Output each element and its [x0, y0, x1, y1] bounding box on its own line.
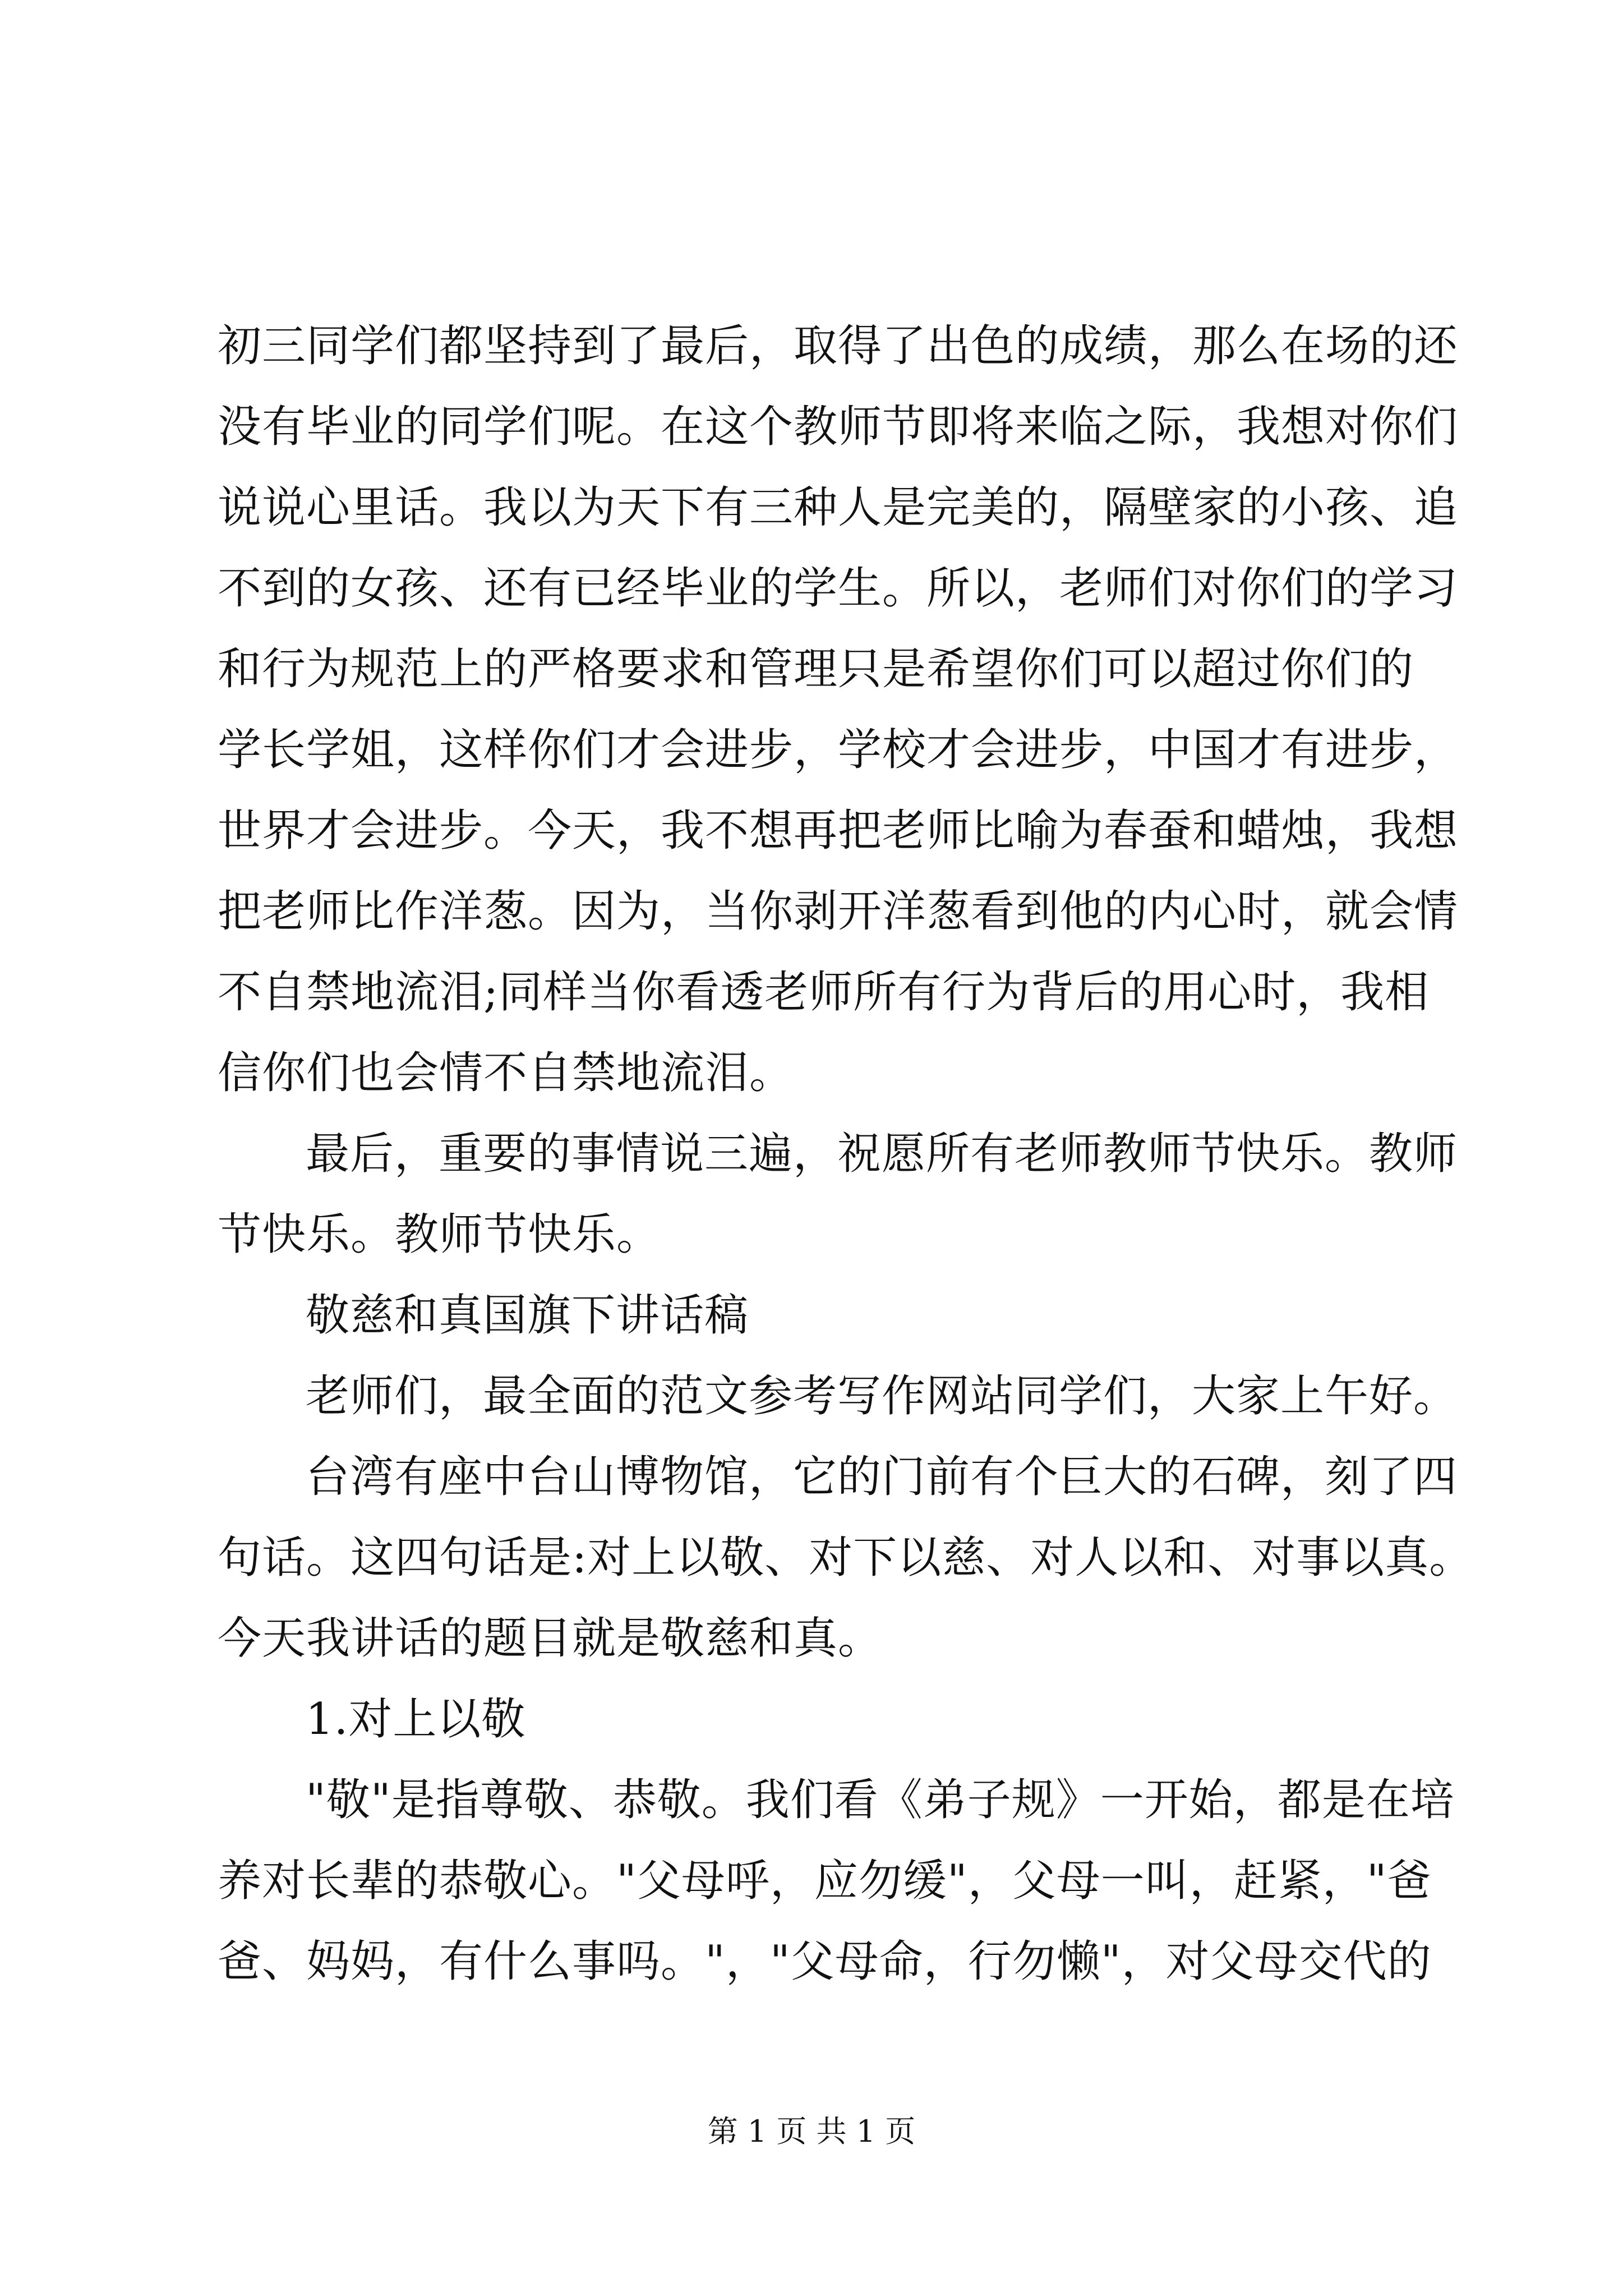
text-line: 不到的女孩、还有已经毕业的学生。所以，老师们对你们的学习: [218, 563, 1459, 614]
text-line: 世界才会进步。今天，我不想再把老师比喻为春蚕和蜡烛，我想: [218, 806, 1459, 856]
document-body: [218, 306, 1474, 2002]
text-line: "敬"是指尊敬、恭敬。我们看《弟子规》一开始，都是在培: [306, 1775, 1455, 1825]
text-line: 节快乐。教师节快乐。: [218, 1209, 661, 1260]
text-line: 没有毕业的同学们呢。在这个教师节即将来临之际，我想对你们: [218, 402, 1459, 452]
text-line: 学长学姐，这样你们才会进步，学校才会进步，中国才有进步，: [218, 725, 1459, 775]
text-line: 初三同学们都坚持到了最后，取得了出色的成绩，那么在场的还: [218, 321, 1459, 371]
text-line: 爸、妈妈，有什么事吗。"，"父母命，行勿懒"，对父母交代的: [218, 1936, 1432, 1987]
text-line: 句话。这四句话是:对上以敬、对下以慈、对人以和、对事以真。: [218, 1533, 1474, 1583]
text-line: 老师们，最全面的范文参考写作网站同学们，大家上午好。: [306, 1371, 1458, 1421]
text-line: 今天我讲话的题目就是敬慈和真。: [218, 1613, 883, 1664]
text-line: 最后，重要的事情说三遍，祝愿所有老师教师节快乐。教师: [306, 1129, 1458, 1179]
text-line: 把老师比作洋葱。因为，当你剥开洋葱看到他的内心时，就会情: [218, 886, 1459, 937]
text-line: 台湾有座中台山博物馆，它的门前有个巨大的石碑，刻了四: [306, 1452, 1458, 1502]
text-line: 敬慈和真国旗下讲话稿: [306, 1290, 749, 1341]
page-footer: 第 1 页 共 1 页: [707, 2114, 916, 2149]
text-line: 和行为规范上的严格要求和管理只是希望你们可以超过你们的: [218, 644, 1414, 694]
text-line: 说说心里话。我以为天下有三种人是完美的，隔壁家的小孩、追: [218, 482, 1459, 533]
text-line: 不自禁地流泪;同样当你看透老师所有行为背后的用心时，我相: [218, 967, 1430, 1018]
text-line: 养对长辈的恭敬心。"父母呼，应勿缓"，父母一叫，赶紧，"爸: [218, 1856, 1432, 1906]
text-line: 信你们也会情不自禁地流泪。: [218, 1048, 794, 1098]
text-line: 1.对上以敬: [306, 1694, 526, 1745]
